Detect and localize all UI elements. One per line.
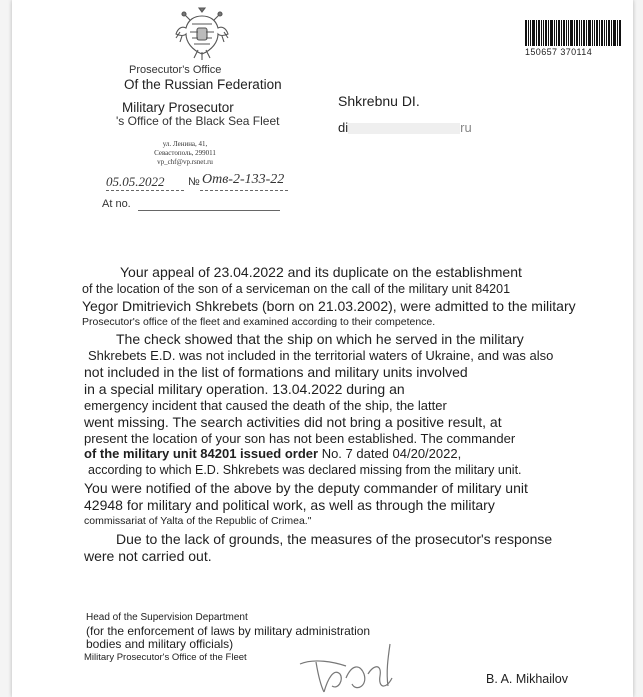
body-line-10: went missing. The search activities did not bring a positive result, at <box>84 414 502 430</box>
signer-title-4: Military Prosecutor's Office of the Fleet <box>84 652 247 663</box>
number-prefix: № <box>188 176 200 188</box>
signer-title-1: Head of the Supervision Department <box>86 612 248 623</box>
body-line-2: of the location of the son of a serviceman on the call of the military unit 84201 <box>82 282 511 296</box>
body-line-15: 42948 for military and political work, as well as through the military <box>84 497 495 513</box>
org-line-1: Prosecutor's Office <box>129 64 222 76</box>
barcode-number: 150657 370114 <box>525 47 593 57</box>
body-line-4: Prosecutor's office of the fleet and examined according to their competence. <box>82 316 436 328</box>
handwritten-signature <box>294 634 414 696</box>
body-line-7: not included in the list of formations and military units involved <box>84 364 468 380</box>
outgoing-date: 05.05.2022 <box>106 174 165 189</box>
dept-line-1: Military Prosecutor <box>122 100 234 115</box>
body-line-3: Yegor Dmitrievich Shkrebets (born on 21.03.2002), were admitted to the military <box>82 298 576 314</box>
org-line-2: Of the Russian Federation <box>124 77 282 92</box>
barcode-bars <box>525 20 625 46</box>
body-line-14: You were notified of the above by the deputy commander of military unit <box>84 480 528 496</box>
body-line-12-order: of the military unit 84201 issued order <box>84 446 319 461</box>
outgoing-number: Отв-2-133-22 <box>202 172 285 187</box>
number-underline <box>200 190 288 191</box>
body-line-1: Your appeal of 23.04.2022 and its duplicate on the establishment <box>120 264 522 280</box>
date-underline <box>106 190 184 191</box>
at-no-underline <box>138 210 280 211</box>
body-line-13: according to which E.D. Shkrebets was declared missing from the military unit. <box>88 463 522 477</box>
recipient-address-end: ru <box>460 120 472 135</box>
redacted-email <box>348 123 460 134</box>
body-line-6: Shkrebets E.D. was not included in the territorial waters of Ukraine, and was also <box>88 348 554 363</box>
body-line-8: in a special military operation. 13.04.2022 during an <box>84 381 405 397</box>
body-line-12-date: No. 7 dated 04/20/2022, <box>318 446 462 461</box>
body-line-12 <box>84 446 461 461</box>
signer-title-2: (for the enforcement of laws by military administration <box>86 624 371 638</box>
dept-line-2: 's Office of the Black Sea Fleet <box>116 114 280 128</box>
body-line-9: emergency incident that caused the death of the ship, the latter <box>84 398 447 413</box>
address-line-1: ул. Ленина, 41, <box>162 140 208 148</box>
body-line-11: present the location of your son has not been established. The commander <box>84 431 516 446</box>
address-line-2: Севастополь, 299011 <box>154 149 216 157</box>
recipient-address-start: di <box>338 120 349 135</box>
body-line-17: Due to the lack of grounds, the measures of the prosecutor's response <box>116 531 553 547</box>
double-headed-eagle-icon <box>172 6 232 62</box>
recipient-address <box>338 120 472 135</box>
body-line-5: The check showed that the ship on which he served in the military <box>116 331 524 347</box>
barcode <box>525 20 625 56</box>
at-no-label: At no. <box>102 198 131 210</box>
recipient-name: Shkrebnu DI. <box>338 93 420 109</box>
address-line-3: vp_chf@vp.rsnet.ru <box>157 158 213 166</box>
signer-name: B. A. Mikhailov <box>486 672 568 686</box>
letter-page <box>12 0 633 697</box>
body-line-16: commissariat of Yalta of the Republic of Crimea." <box>84 515 312 527</box>
body-line-18: were not carried out. <box>84 548 212 564</box>
address-block <box>130 140 240 167</box>
signer-title-3: bodies and military officials) <box>86 637 234 651</box>
